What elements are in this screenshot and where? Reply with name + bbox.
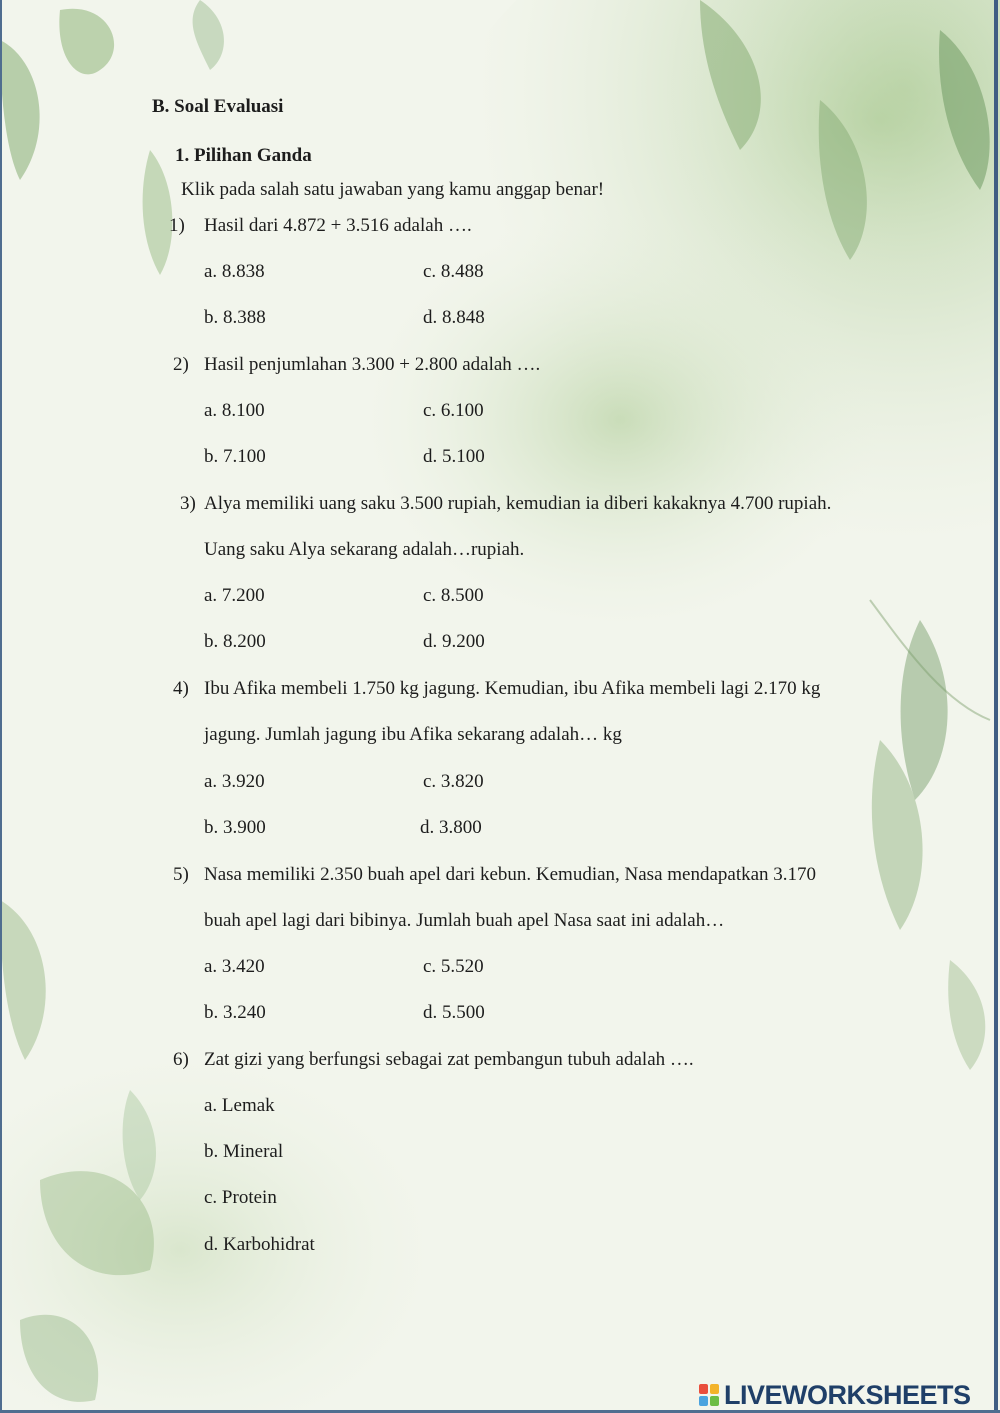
question-5-text-line-1: Nasa memiliki 2.350 buah apel dari kebun. Kemudian, Nasa mendapatkan 3.170 xyxy=(204,864,817,885)
question-6-option-a[interactable]: a. Lemak xyxy=(204,1095,275,1116)
question-2-number: 2) xyxy=(173,354,189,375)
question-5-text-line-2: buah apel lagi dari bibinya. Jumlah buah apel Nasa saat ini adalah… xyxy=(204,910,725,931)
question-2-text: Hasil penjumlahan 3.300 + 2.800 adalah …. xyxy=(204,354,541,375)
question-6-option-d[interactable]: d. Karbohidrat xyxy=(204,1234,315,1255)
question-3-number: 3) xyxy=(180,493,196,514)
question-6-option-c[interactable]: c. Protein xyxy=(204,1187,277,1208)
question-3-option-a[interactable]: a. 7.200 xyxy=(204,585,265,606)
question-4-option-d[interactable]: d. 3.800 xyxy=(420,817,482,838)
question-3-text-line-2: Uang saku Alya sekarang adalah…rupiah. xyxy=(204,539,525,560)
page-border-right xyxy=(994,0,998,1413)
question-4-text-line-2: jagung. Jumlah jagung ibu Afika sekarang adalah… kg xyxy=(204,724,622,745)
page-border-left xyxy=(0,0,2,1413)
question-1-number: 1) xyxy=(169,215,185,236)
question-6-text: Zat gizi yang berfungsi sebagai zat pembangun tubuh adalah …. xyxy=(204,1049,694,1070)
subsection-title: 1. Pilihan Ganda xyxy=(175,145,312,166)
question-3-option-c[interactable]: c. 8.500 xyxy=(423,585,484,606)
question-5-option-b[interactable]: b. 3.240 xyxy=(204,1002,266,1023)
question-5-option-c[interactable]: c. 5.520 xyxy=(423,956,484,977)
question-1-option-b[interactable]: b. 8.388 xyxy=(204,307,266,328)
question-1-option-c[interactable]: c. 8.488 xyxy=(423,261,484,282)
question-4-text-line-1: Ibu Afika membeli 1.750 kg jagung. Kemudian, ibu Afika membeli lagi 2.170 kg xyxy=(204,678,821,699)
question-4-option-a[interactable]: a. 3.920 xyxy=(204,771,265,792)
question-3-text-line-1: Alya memiliki uang saku 3.500 rupiah, kemudian ia diberi kakaknya 4.700 rupiah. xyxy=(204,493,832,514)
liveworksheets-logo[interactable] xyxy=(698,1380,971,1410)
question-1-text: Hasil dari 4.872 + 3.516 adalah …. xyxy=(204,215,472,236)
question-3-option-d[interactable]: d. 9.200 xyxy=(423,631,485,652)
question-1-option-d[interactable]: d. 8.848 xyxy=(423,307,485,328)
question-6-option-b[interactable]: b. Mineral xyxy=(204,1141,284,1162)
question-4-option-c[interactable]: c. 3.820 xyxy=(423,771,484,792)
question-2-option-a[interactable]: a. 8.100 xyxy=(204,400,265,421)
question-4-number: 4) xyxy=(173,678,189,699)
question-2-option-d[interactable]: d. 5.100 xyxy=(423,446,485,467)
liveworksheets-logo-icon xyxy=(698,1383,720,1407)
question-5-number: 5) xyxy=(173,864,189,885)
section-title: B. Soal Evaluasi xyxy=(152,96,284,117)
instruction-text: Klik pada salah satu jawaban yang kamu anggap benar! xyxy=(181,179,605,200)
question-2-option-b[interactable]: b. 7.100 xyxy=(204,446,266,467)
liveworksheets-logo-text: LIVEWORKSHEETS xyxy=(724,1379,971,1410)
question-1-option-a[interactable]: a. 8.838 xyxy=(204,261,265,282)
question-3-option-b[interactable]: b. 8.200 xyxy=(204,631,266,652)
question-4-option-b[interactable]: b. 3.900 xyxy=(204,817,266,838)
question-6-number: 6) xyxy=(173,1049,189,1070)
question-2-option-c[interactable]: c. 6.100 xyxy=(423,400,484,421)
question-5-option-a[interactable]: a. 3.420 xyxy=(204,956,265,977)
question-5-option-d[interactable]: d. 5.500 xyxy=(423,1002,485,1023)
